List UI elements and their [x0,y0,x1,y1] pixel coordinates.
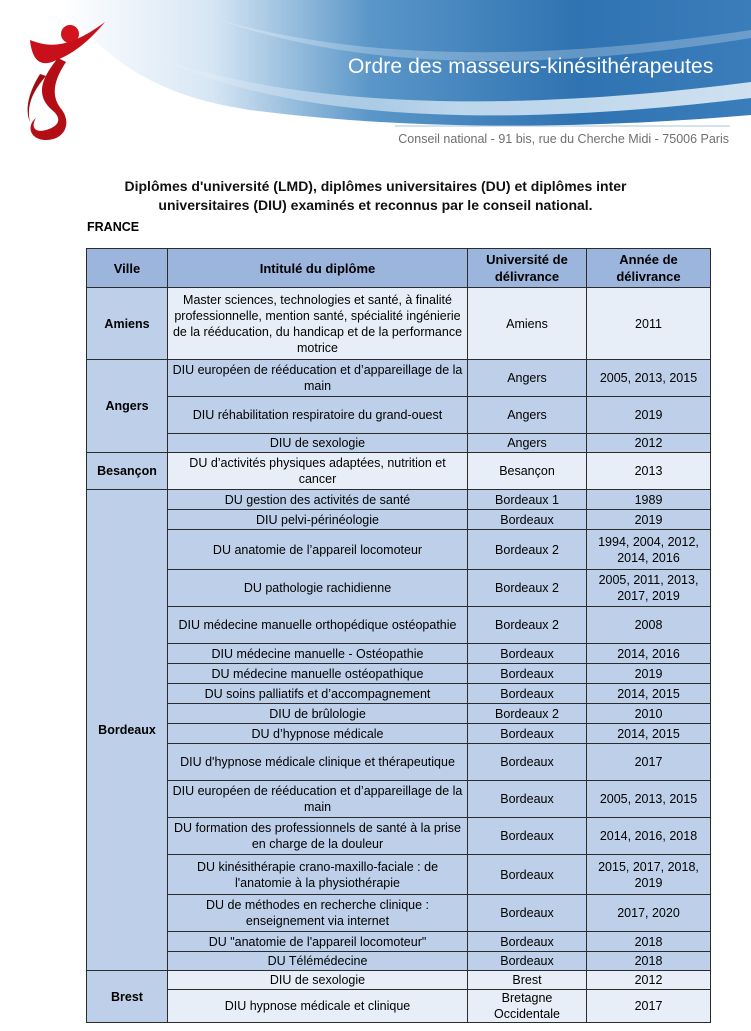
table-row [87,744,711,781]
diploma-cell: DIU de sexologie [168,971,468,990]
diploma-cell: DIU médecine manuelle orthopédique ostéopathie [168,607,468,644]
university-cell: Bordeaux [468,818,587,855]
year-cell: 2019 [587,510,711,530]
year-cell: 2012 [587,971,711,990]
university-cell: Bordeaux [468,664,587,684]
university-cell: Bordeaux 2 [468,570,587,607]
diploma-cell: DIU européen de rééducation et d’appareillage de la main [168,360,468,397]
table-row [87,818,711,855]
header-intitule: Intitulé du diplôme [168,249,468,288]
diploma-cell: Master sciences, technologies et santé, à finalité professionnelle, mention santé, spécialité ingénierie de la rééducation, du handicap et de la performance motrice [168,288,468,360]
header-universite: Université de délivrance [468,249,587,288]
university-cell: Angers [468,397,587,434]
university-cell: Bordeaux [468,855,587,895]
year-cell: 2008 [587,607,711,644]
city-cell: Angers [87,360,168,453]
university-cell: Bordeaux [468,684,587,704]
university-cell: Bordeaux [468,510,587,530]
table-row [87,971,711,990]
table-row [87,932,711,952]
year-cell: 2017 [587,744,711,781]
table-row [87,664,711,684]
page-header [0,0,751,160]
university-cell: Bretagne Occidentale [468,990,587,1023]
table-row [87,397,711,434]
header-annee: Année de délivrance [587,249,711,288]
diploma-cell: DU soins palliatifs et d’accompagnement [168,684,468,704]
table-row [87,724,711,744]
year-cell: 2005, 2013, 2015 [587,360,711,397]
university-cell: Angers [468,434,587,453]
table-row [87,288,711,360]
logo-icon [28,22,105,140]
diploma-cell: DU anatomie de l’appareil locomoteur [168,530,468,570]
table-row [87,781,711,818]
year-cell: 1989 [587,490,711,510]
city-cell: Amiens [87,288,168,360]
university-cell: Bordeaux [468,932,587,952]
table-row [87,434,711,453]
diploma-cell: DU de méthodes en recherche clinique : enseignement via internet [168,895,468,932]
diploma-cell: DU Télémédecine [168,952,468,971]
header-ville: Ville [87,249,168,288]
table-row [87,990,711,1023]
university-cell: Bordeaux 2 [468,607,587,644]
university-cell: Amiens [468,288,587,360]
university-cell: Bordeaux 2 [468,530,587,570]
university-cell: Bordeaux [468,952,587,971]
university-cell: Bordeaux 2 [468,704,587,724]
city-cell: Bordeaux [87,490,168,971]
year-cell: 2019 [587,397,711,434]
table-row [87,360,711,397]
title-line-1: Diplômes d'université (LMD), diplômes universitaires (DU) et diplômes inter [124,178,627,194]
table-row [87,510,711,530]
table-row [87,952,711,971]
country-label: FRANCE [87,220,140,234]
university-cell: Angers [468,360,587,397]
university-cell: Bordeaux [468,744,587,781]
university-cell: Bordeaux [468,781,587,818]
city-cell: Brest [87,971,168,1023]
year-cell: 2010 [587,704,711,724]
year-cell: 2014, 2015 [587,684,711,704]
table-row [87,607,711,644]
diploma-cell: DU pathologie rachidienne [168,570,468,607]
year-cell: 2018 [587,932,711,952]
university-cell: Bordeaux [468,724,587,744]
year-cell: 2014, 2016, 2018 [587,818,711,855]
year-cell: 2014, 2015 [587,724,711,744]
year-cell: 2017 [587,990,711,1023]
year-cell: 2013 [587,453,711,490]
diploma-cell: DU médecine manuelle ostéopathique [168,664,468,684]
diplomas-table [86,248,711,1023]
table-row [87,530,711,570]
year-cell: 2019 [587,664,711,684]
diploma-cell: DU gestion des activités de santé [168,490,468,510]
table-row [87,704,711,724]
document-title [60,177,691,215]
year-cell: 2005, 2013, 2015 [587,781,711,818]
diploma-cell: DIU européen de rééducation et d’appareillage de la main [168,781,468,818]
university-cell: Bordeaux 1 [468,490,587,510]
year-cell: 2015, 2017, 2018, 2019 [587,855,711,895]
year-cell: 2014, 2016 [587,644,711,664]
year-cell: 1994, 2004, 2012, 2014, 2016 [587,530,711,570]
diploma-cell: DIU de brûlologie [168,704,468,724]
year-cell: 2011 [587,288,711,360]
table-row [87,855,711,895]
diploma-cell: DU d’activités physiques adaptées, nutrition et cancer [168,453,468,490]
table-row [87,644,711,664]
title-line-2: universitaires (DIU) examinés et reconnus par le conseil national. [158,197,593,213]
city-cell: Besançon [87,453,168,490]
diploma-cell: DU "anatomie de l'appareil locomoteur" [168,932,468,952]
diploma-cell: DIU pelvi-périnéologie [168,510,468,530]
university-cell: Besançon [468,453,587,490]
diploma-cell: DIU de sexologie [168,434,468,453]
year-cell: 2018 [587,952,711,971]
university-cell: Bordeaux [468,895,587,932]
year-cell: 2005, 2011, 2013, 2017, 2019 [587,570,711,607]
diploma-cell: DIU réhabilitation respiratoire du grand-ouest [168,397,468,434]
org-name: Ordre des masseurs-kinésithérapeutes [348,55,714,78]
diploma-cell: DIU médecine manuelle - Ostéopathie [168,644,468,664]
org-address: Conseil national - 91 bis, rue du Cherche Midi - 75006 Paris [398,132,729,146]
table-row [87,684,711,704]
diploma-cell: DIU d'hypnose médicale clinique et thérapeutique [168,744,468,781]
table-header-row [87,249,711,288]
diploma-cell: DU d’hypnose médicale [168,724,468,744]
diploma-cell: DU formation des professionnels de santé à la prise en charge de la douleur [168,818,468,855]
year-cell: 2017, 2020 [587,895,711,932]
table-row [87,895,711,932]
table-row [87,570,711,607]
diploma-cell: DU kinésithérapie crano-maxillo-faciale : de l'anatomie à la physiothérapie [168,855,468,895]
table-row [87,453,711,490]
table-row [87,490,711,510]
university-cell: Brest [468,971,587,990]
year-cell: 2012 [587,434,711,453]
diploma-cell: DIU hypnose médicale et clinique [168,990,468,1023]
university-cell: Bordeaux [468,644,587,664]
